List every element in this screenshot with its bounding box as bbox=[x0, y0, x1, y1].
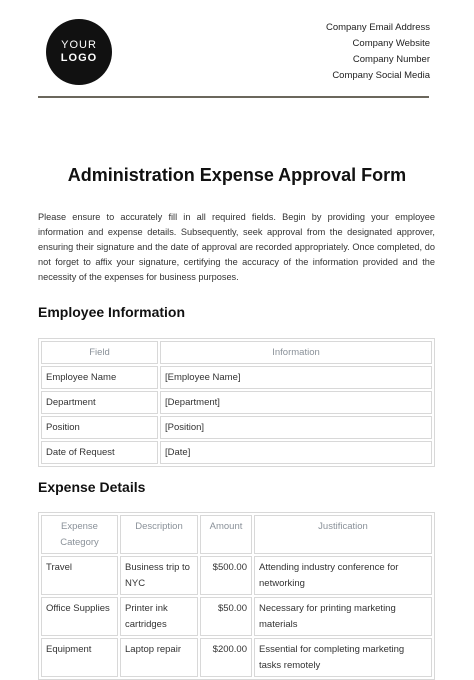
column-header-justification: Justification bbox=[254, 515, 432, 554]
expense-category: Travel bbox=[41, 556, 118, 595]
expense-amount: $500.00 bbox=[200, 556, 252, 595]
column-header-field: Field bbox=[41, 341, 158, 364]
column-header-information: Information bbox=[160, 341, 432, 364]
company-number: Company Number bbox=[352, 54, 430, 65]
expense-category: Office Supplies bbox=[41, 597, 118, 636]
table-row bbox=[41, 597, 432, 636]
expense-description: Business trip to NYC bbox=[120, 556, 198, 595]
intro-paragraph: Please ensure to accurately fill in all required fields. Begin by providing your employee information and expense details. Subsequently, seek approval from the designated approver, ensuring their signature and the date of approval are recorded appropriately. Once completed, do not forget to affix your signature, certifying the accuracy of the information provided and the necessity of the expenses for business purposes. bbox=[38, 212, 435, 282]
column-header-description: Description bbox=[120, 515, 198, 554]
field-value[interactable]: [Date] bbox=[160, 441, 432, 464]
expense-details-table bbox=[38, 512, 435, 680]
table-row bbox=[41, 366, 432, 389]
company-email: Company Email Address bbox=[325, 22, 430, 33]
column-header-category: Expense Category bbox=[41, 515, 118, 554]
table-row bbox=[41, 556, 432, 595]
field-value[interactable]: [Employee Name] bbox=[160, 366, 432, 389]
expense-amount: $50.00 bbox=[200, 597, 252, 636]
table-header-row bbox=[41, 341, 432, 364]
table-row bbox=[41, 391, 432, 414]
field-label: Employee Name bbox=[41, 366, 158, 389]
expense-details-heading: Expense Details bbox=[38, 479, 146, 495]
table-header-row bbox=[41, 515, 432, 554]
field-value[interactable]: [Position] bbox=[160, 416, 432, 439]
form-title: Administration Expense Approval Form bbox=[67, 165, 407, 185]
logo-text-line1: YOUR bbox=[61, 39, 97, 51]
field-label: Date of Request bbox=[41, 441, 158, 464]
company-website: Company Website bbox=[352, 38, 430, 49]
column-header-amount: Amount bbox=[200, 515, 252, 554]
expense-justification: Attending industry conference for networking bbox=[254, 556, 432, 595]
header-divider bbox=[38, 96, 429, 98]
expense-justification: Essential for completing marketing tasks remotely bbox=[254, 638, 432, 677]
table-row bbox=[41, 416, 432, 439]
company-logo bbox=[46, 19, 112, 85]
expense-justification: Necessary for printing marketing materials bbox=[254, 597, 432, 636]
table-row bbox=[41, 441, 432, 464]
logo-text-line2: LOGO bbox=[60, 52, 98, 64]
employee-info-table bbox=[38, 338, 435, 467]
company-social-media: Company Social Media bbox=[332, 70, 430, 81]
company-contact-block bbox=[326, 20, 430, 84]
expense-amount: $200.00 bbox=[200, 638, 252, 677]
expense-category: Equipment bbox=[41, 638, 118, 677]
employee-info-heading: Employee Information bbox=[38, 304, 186, 320]
expense-description: Laptop repair bbox=[120, 638, 198, 677]
field-label: Position bbox=[41, 416, 158, 439]
field-value[interactable]: [Department] bbox=[160, 391, 432, 414]
table-row bbox=[41, 638, 432, 677]
expense-description: Printer ink cartridges bbox=[120, 597, 198, 636]
field-label: Department bbox=[41, 391, 158, 414]
